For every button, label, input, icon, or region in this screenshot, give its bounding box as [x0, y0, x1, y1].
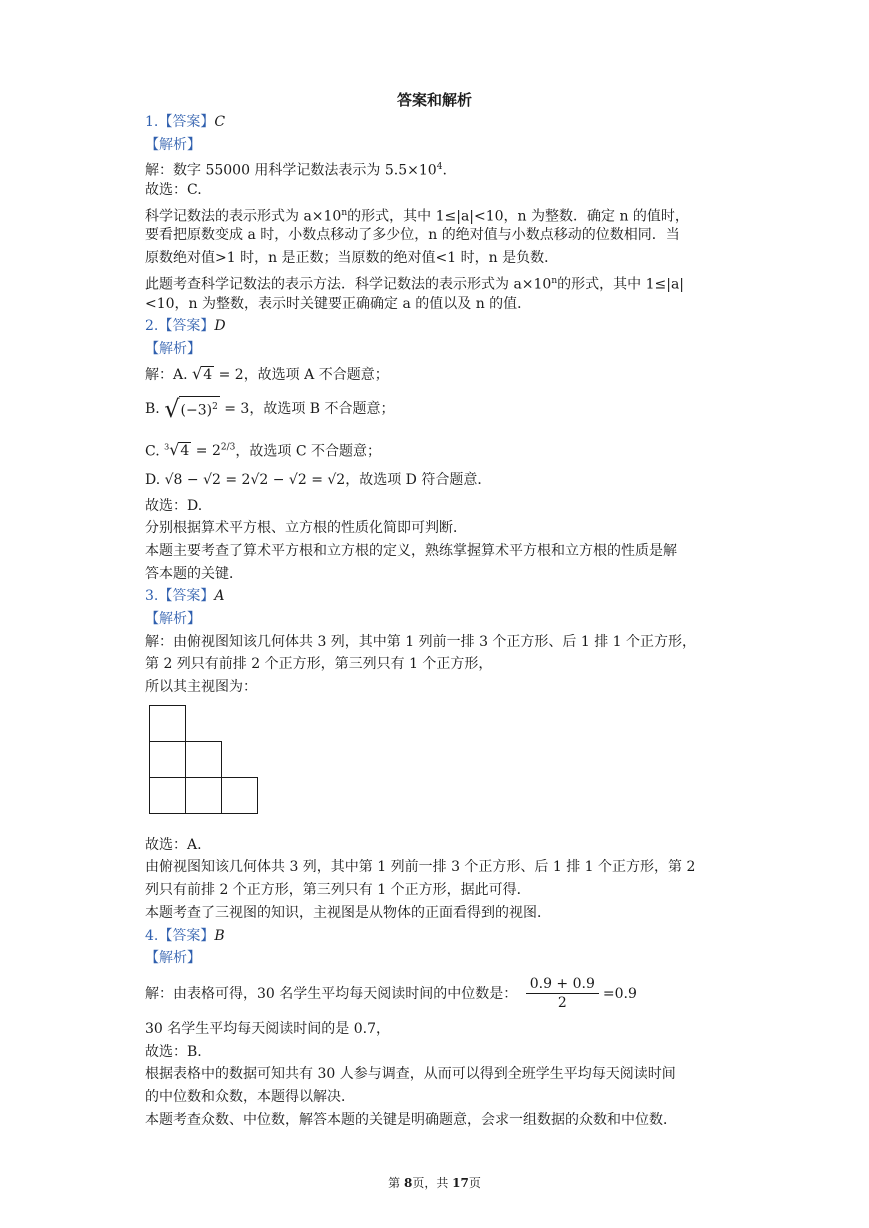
q2-b-text: ，故选项 B 不合题意；	[249, 400, 395, 417]
q2-option-d	[145, 465, 730, 495]
figure-square	[149, 705, 186, 742]
q2-a-prefix: 解：A.	[145, 366, 188, 383]
q2-c-index: 3	[164, 442, 170, 452]
q1-line: <10，n 为整数，表示时关键要正确确定 a 的值以及 n 的值．	[145, 295, 532, 312]
q4-line1-end: =0.9	[602, 985, 637, 1002]
footer-page-number: 8	[403, 1176, 413, 1190]
q2-option-c: C. $^3√4 = 2^{2/3}$，故选项 C 不合题意；	[145, 440, 381, 460]
q4-number: 4.	[145, 927, 159, 944]
q3-answer: A	[214, 588, 225, 605]
q1-line	[145, 270, 730, 293]
q1-line3-text: 科学记数法的表示形式为 a×10	[145, 208, 342, 225]
q3-line: 所以其主视图为：	[145, 679, 257, 696]
q4-line: 30 名学生平均每天阅读时间的是 0.7，	[145, 1020, 390, 1037]
q2-a-eq: = 2	[218, 366, 244, 383]
q1-line: 原数绝对值>1 时，n 是正数；当原数的绝对值<1 时，n 是负数．	[145, 250, 559, 267]
q1-line6-text: 此题考查科学记数法的表示方法．科学记数法的表示形式为 a×10	[145, 276, 552, 293]
front-view-figure	[145, 699, 730, 834]
q1-line1-exp: 4	[436, 162, 443, 173]
q2-choose: 故选：D.	[145, 497, 203, 514]
q4-analysis-label: 【解析】	[145, 950, 201, 967]
page-footer	[0, 1175, 869, 1191]
q2-note: 分别根据算术平方根、立方根的性质化简即可判断．	[145, 520, 467, 537]
q1-answer-label: 【答案】	[158, 114, 215, 130]
q3-note: 由俯视图知该几何体共 3 列，其中第 1 列前一排 3 个正方形、后 1 排 1 个正方形，第 2	[145, 859, 696, 876]
footer-total-pages: 17	[452, 1176, 469, 1190]
q2-c-text: ，故选项 C 不合题意；	[235, 443, 381, 460]
q4-choose: 故选：B.	[145, 1043, 202, 1060]
q2-a-text: ，故选项 A 不合题意；	[243, 366, 389, 383]
q1-line6-exp: n	[551, 275, 558, 286]
figure-square	[149, 741, 186, 778]
footer-pre: 第	[388, 1176, 404, 1190]
q4-note: 本题考查众数、中位数，解答本题的关键是明确题意，会求一组数据的众数和中位数．	[145, 1111, 677, 1128]
q4-note: 的中位数和众数，本题得以解决．	[145, 1088, 355, 1105]
q4-answer-line	[145, 925, 730, 948]
fraction-numerator: 0.9 + 0.9	[526, 975, 599, 994]
q2-d-expr: √8 − √2 = 2√2 − √2 = √2	[164, 471, 346, 488]
q3-note: 列只有前排 2 个正方形，第三列只有 1 个正方形，据此可得．	[145, 882, 531, 899]
q2-answer-line	[145, 315, 730, 338]
q3-number: 3.	[145, 588, 159, 605]
q1-answer: C	[214, 114, 226, 130]
q4-answer: B	[214, 927, 225, 944]
q1-line6-end: 的形式，其中 1≤|a|	[557, 276, 685, 293]
q3-answer-line	[145, 585, 730, 608]
figure-square	[221, 777, 258, 814]
median-fraction	[526, 975, 599, 1012]
q2-note: 答本题的关键．	[145, 565, 243, 582]
q4-note: 根据表格中的数据可知共有 30 人参与调查，从而可以得到全班学生平均每天阅读时间	[145, 1066, 676, 1083]
q2-answer: D	[214, 318, 226, 335]
figure-square	[185, 741, 222, 778]
q2-option-a: 解：A. √4 = 2，故选项 A 不合题意；	[145, 363, 389, 383]
q1-line: 要看把原数变成 a 时，小数点移动了多少位，n 的绝对值与小数点移动的位数相同．当	[145, 227, 680, 244]
q1-line	[145, 156, 730, 179]
q2-analysis-label: 【解析】	[145, 340, 201, 357]
q1-line1-end: .	[442, 163, 447, 180]
q3-note: 本题考查了三视图的知识，主视图是从物体的正面看得到的视图．	[145, 904, 551, 921]
q3-answer-label: 【答案】	[158, 588, 215, 605]
q2-d-text: ，故选项 D 符合题意．	[345, 471, 492, 488]
q2-c-exp: 2/3	[220, 442, 236, 453]
fraction-denominator: 2	[557, 995, 567, 1012]
footer-post: 页	[468, 1176, 481, 1190]
q1-choose: 故选：C.	[145, 182, 202, 199]
q2-c-prefix: C.	[145, 443, 160, 460]
q3-choose: 故选：A.	[145, 836, 202, 853]
q1-number: 1.	[145, 114, 159, 130]
q1-line1-text: 解：数字 55000 用科学记数法表示为 5.5×10	[145, 163, 437, 180]
q2-answer-label: 【答案】	[158, 318, 215, 335]
q2-c-radicand: 4	[180, 443, 190, 460]
q1-answer-line	[145, 111, 730, 134]
q1-line3-exp: n	[341, 207, 348, 218]
q3-line: 第 2 列只有前排 2 个正方形，第三列只有 1 个正方形，	[145, 656, 493, 673]
figure-square	[185, 777, 222, 814]
q1-analysis-label: 【解析】	[145, 136, 201, 153]
q4-answer-label: 【答案】	[158, 927, 215, 944]
q2-b-eq: = 3	[224, 400, 250, 417]
q4-line	[145, 970, 730, 1018]
content-body	[145, 111, 730, 1131]
q2-d-prefix: D.	[145, 471, 161, 488]
q2-a-radicand: 4	[203, 366, 213, 383]
q3-line: 解：由俯视图知该几何体共 3 列，其中第 1 列前一排 3 个正方形、后 1 排 1 个正方形，	[145, 633, 697, 650]
footer-mid: 页，共	[412, 1176, 453, 1190]
q2-c-eq: = 2	[195, 443, 221, 460]
q4-line1-text: 解：由表格可得，30 名学生平均每天阅读时间的中位数是：	[145, 985, 518, 1002]
q1-line	[145, 202, 730, 225]
q3-analysis-label: 【解析】	[145, 611, 201, 627]
q2-b-prefix: B.	[145, 400, 160, 417]
q2-note: 本题主要考查了算术平方根和立方根的定义，熟练掌握算术平方根和立方根的性质是解	[145, 542, 677, 559]
page-title: 答案和解析	[396, 91, 472, 109]
q2-option-b: B. $√(-3)^2 = 3$，故选项 B 不合题意；	[145, 394, 395, 423]
q2-b-exp: 2	[212, 402, 218, 413]
figure-square	[149, 777, 186, 814]
q2-b-radicand: (−3)	[180, 402, 213, 419]
q1-line3-end: 的形式，其中 1≤|a|<10，n 为整数．确定 n 的值时，	[347, 208, 689, 225]
q2-number: 2.	[145, 318, 159, 335]
